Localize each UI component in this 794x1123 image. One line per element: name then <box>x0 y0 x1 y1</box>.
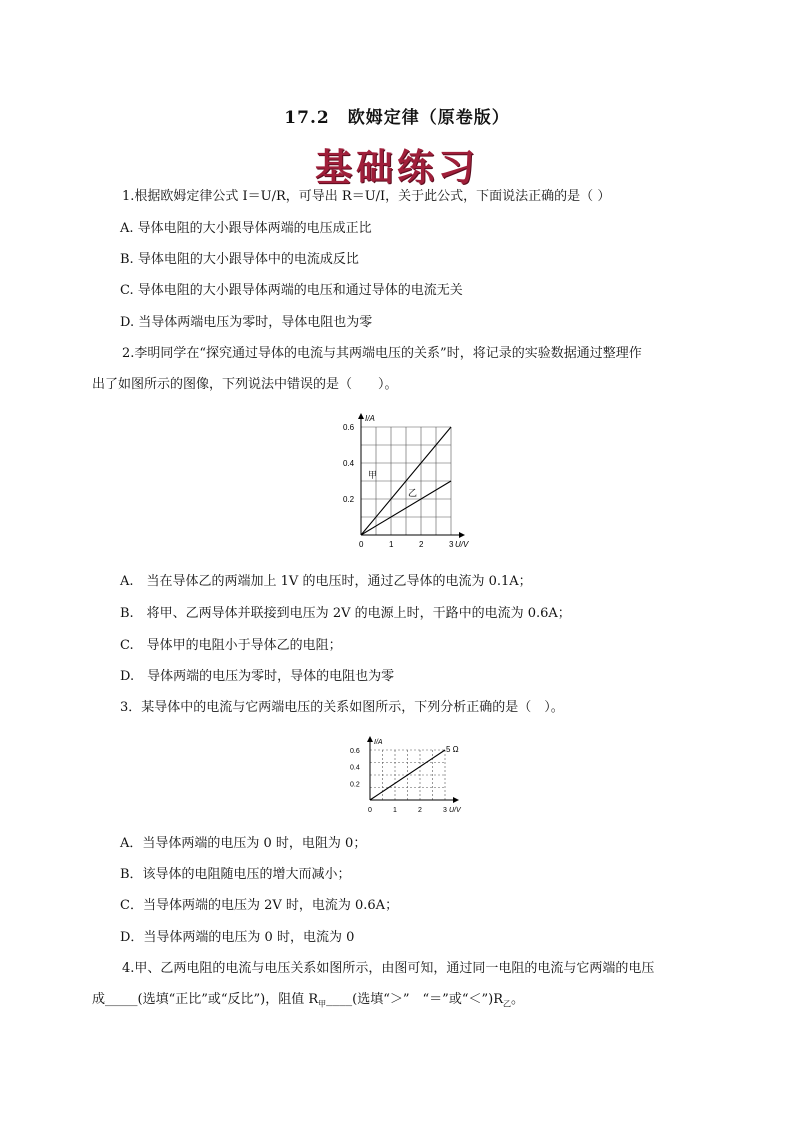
y-tick-label: 0.6 <box>350 748 360 755</box>
subscript-jia: 甲 <box>318 999 327 1009</box>
question-2-option-d: D. 导体两端的电压为零时，导体的电阻也为零 <box>120 669 395 684</box>
y-tick-label: 0.4 <box>343 459 355 468</box>
question-1-option-d: D. 当导体两端电压为零时，导体电阻也为零 <box>120 315 373 330</box>
q4-text-b: (选填“正比”或“反比”)，阻值 R <box>137 992 319 1007</box>
y-axis-label: I/A <box>365 414 375 423</box>
x-tick-label: 2 <box>418 807 422 814</box>
subscript-yi: 乙 <box>502 999 511 1009</box>
q4-text-end: 。 <box>510 992 524 1007</box>
question-2-option-b: B. 将甲、乙两导体并联接到电压为 2V 的电源上时，干路中的电流为 0.6A； <box>120 606 571 621</box>
question-1-stem: 1.根据欧姆定律公式 I＝U/R，可导出 R＝U/I，关于此公式，下面说法正确的是（ ） <box>122 189 611 204</box>
question-2-stem-line2: 出了如图所示的图像，下列说法中错误的是（ ）。 <box>92 377 398 392</box>
question-3-option-b: B．该导体的电阻随电压的增大而减小； <box>120 867 351 882</box>
y-tick-label: 0.2 <box>343 495 355 504</box>
x-axis-label: U/V <box>455 540 469 549</box>
question-3-option-c: C．当导体两端的电压为 2V 时，电流为 0.6A； <box>120 898 399 913</box>
x-tick-label: 3 <box>449 540 454 549</box>
chart-q2-current-voltage <box>335 398 475 558</box>
y-axis-label: I/A <box>374 739 383 746</box>
question-1-option-b: B. 导体电阻的大小跟导体中的电流成反比 <box>120 252 359 267</box>
series-label: 5 Ω <box>446 745 459 754</box>
question-3-option-d: D．当导体两端的电压为 0 时，电流为 0 <box>120 930 355 945</box>
answer-blank-1[interactable]: _____ <box>105 992 138 1007</box>
q4-text-a: 成 <box>92 992 106 1007</box>
question-2-option-a: A. 当在导体乙的两端加上 1V 的电压时，通过乙导体的电流为 0.1A； <box>120 574 532 589</box>
x-axis-label: U/V <box>449 807 461 814</box>
x-tick-label: 1 <box>393 807 397 814</box>
y-tick-label: 0.6 <box>343 423 355 432</box>
question-4-stem-line2 <box>92 988 524 1010</box>
x-tick-label: 3 <box>443 807 447 814</box>
series-line <box>370 750 445 800</box>
x-axis-arrow <box>453 797 459 803</box>
x-tick-label: 0 <box>368 807 372 814</box>
x-tick-label: 1 <box>389 540 394 549</box>
x-tick-label: 2 <box>419 540 424 549</box>
question-1-option-a: A. 导体电阻的大小跟导体两端的电压成正比 <box>120 221 372 236</box>
question-2-option-c: C. 导体甲的电阻小于导体乙的电阻； <box>120 638 342 653</box>
question-3-stem: 3．某导体中的电流与它两端电压的关系如图所示，下列分析正确的是（ ）。 <box>120 700 564 715</box>
answer-blank-2[interactable]: ____ <box>326 992 353 1007</box>
chart-q3-current-voltage <box>340 725 480 820</box>
y-axis-arrow <box>367 736 373 742</box>
question-1-option-c: C. 导体电阻的大小跟导体两端的电压和通过导体的电流无关 <box>120 283 463 298</box>
question-2-stem-line1: 2.李明同学在“探究通过导体的电流与其两端电压的关系”时，将记录的实验数据通过整理作 <box>122 346 642 361</box>
q4-text-c: (选填“＞” “＝”或“＜”)R <box>352 992 503 1007</box>
question-3-option-a: A．当导体两端的电压为 0 时，电阻为 0； <box>120 836 367 851</box>
question-4-stem-line1: 4.甲、乙两电阻的电流与电压关系如图所示，由图可知，通过同一电阻的电流与它两端的电压 <box>122 961 655 976</box>
section-banner: 基础练习 <box>315 146 479 189</box>
series-label: 甲 <box>368 470 378 480</box>
y-tick-label: 0.4 <box>350 764 360 772</box>
x-axis-arrow <box>459 532 465 538</box>
series-label: 乙 <box>408 488 418 498</box>
page-title: 17.2 欧姆定律（原卷版） <box>284 108 510 128</box>
x-tick-label: 0 <box>359 540 364 549</box>
y-tick-label: 0.2 <box>350 781 360 789</box>
y-axis-arrow <box>358 413 364 419</box>
